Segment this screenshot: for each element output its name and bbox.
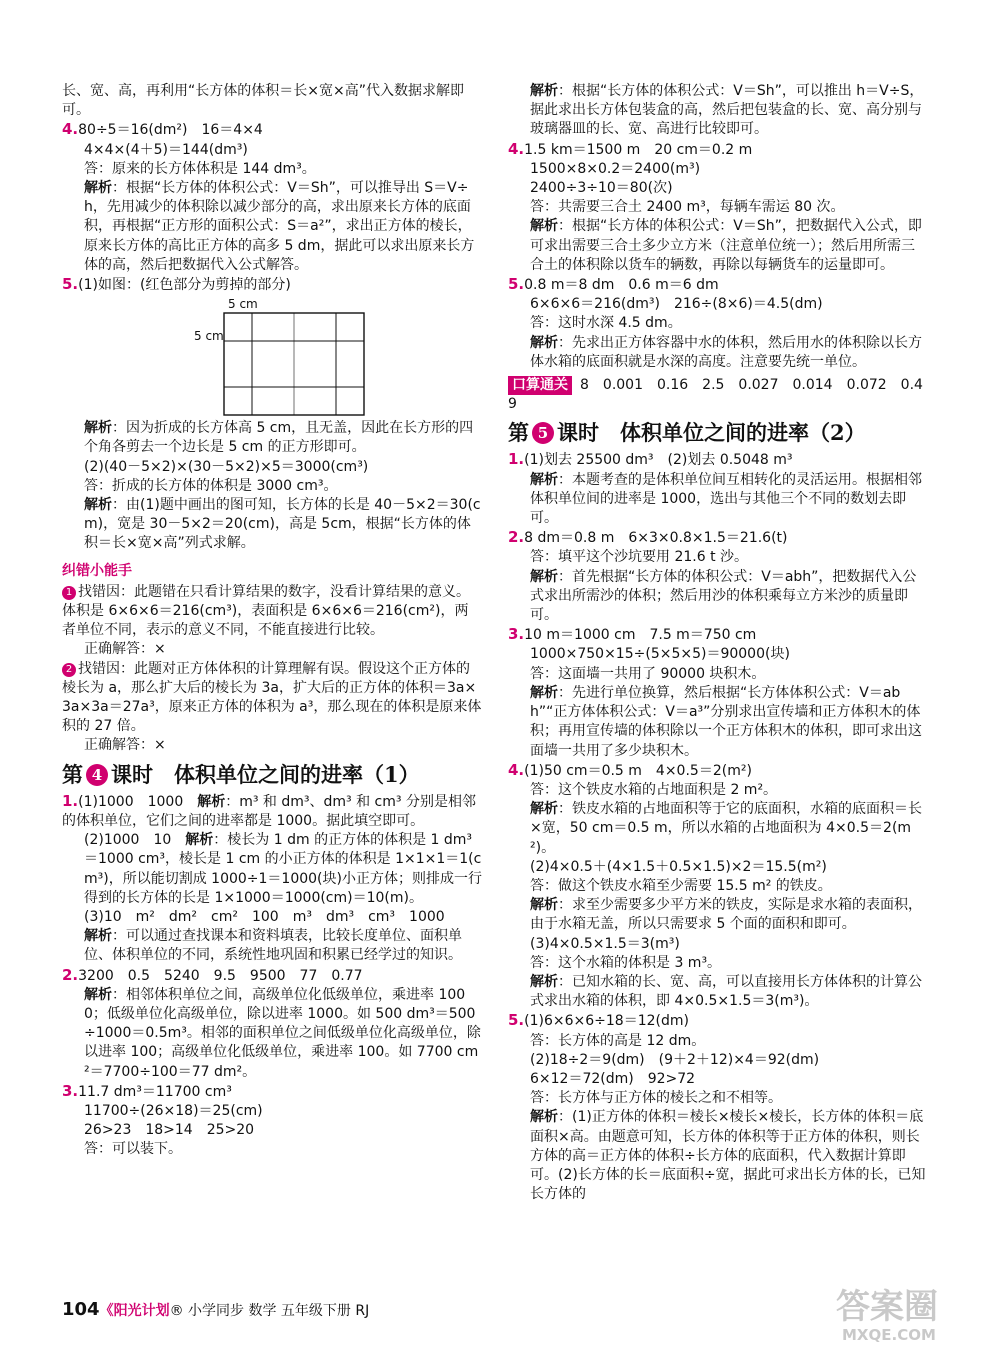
cut-grid-figure [62, 295, 482, 417]
analysis [508, 973, 928, 1011]
text-line: 答：长方体的高是 12 dm。 [530, 1032, 706, 1049]
text-line: (1)如图：(红色部分为剪掉的部分) [78, 277, 291, 294]
analysis-label: 解析 [84, 986, 112, 1003]
text-line: 答：这面墙一共用了 90000 块积木。 [530, 665, 766, 682]
question-number: 3. [62, 1081, 79, 1100]
lesson-title-text: 课时 体积单位之间的进率（1） [111, 761, 420, 787]
question-number: 1. [62, 791, 79, 810]
text-line: 0.8 m＝8 dm 0.6 m＝6 dm [524, 277, 719, 294]
bullet-number: 2 [62, 663, 76, 677]
analysis [62, 179, 482, 275]
lesson-title-text: 课时 体积单位之间的进率（2） [557, 420, 866, 446]
text-line: (1)划去 25500 dm³ (2)划去 0.5048 m³ [524, 452, 793, 469]
analysis [62, 419, 482, 457]
figure-label-left: 5 cm [194, 329, 224, 344]
analysis-text: ：因为折成的长方体高 5 cm，且无盖，因此在长方形的四个角各剪去一个边长是 5 cm 的正方形即可。 [84, 420, 474, 456]
text-line: 80÷5＝16(dm²) 16＝4×4 [78, 122, 263, 139]
question-number: 2. [508, 528, 525, 547]
analysis-text: ：首先根据“长方体的体积公式：V＝abh”，把数据代入公式求出所需沙的体积；然后用沙的体积乘每立方米沙的质量即可。 [530, 568, 917, 624]
question-number: 5. [508, 275, 525, 294]
analysis-label: 解析 [530, 471, 558, 488]
analysis-text: ：先进行单位换算，然后根据“长方体体积公式：V＝abh”“正方体体积公式：V＝a³”分别求出宣传墙和正方体积木的体积；再用宣传墙的体积除以一个正方体积木的体积，即可求出这面墙一共用了多少块积木。 [530, 684, 922, 759]
text-line: (1)6×6×6÷18＝12(dm) [524, 1013, 689, 1030]
analysis-label: 解析 [530, 801, 558, 818]
analysis-label: 解析 [84, 497, 112, 514]
text-line: (3)10 m² dm² cm² 100 m³ dm³ cm³ 1000 [84, 908, 445, 925]
analysis-text: ：先求出正方体容器中水的体积，然后用水的体积除以长方体水箱的底面积就是水深的高度。注意要先统一单位。 [530, 334, 922, 370]
analysis [508, 217, 928, 275]
answer-2 [508, 528, 928, 548]
analysis [62, 986, 482, 1082]
analysis [508, 568, 928, 626]
text-line: (2)(40－5×2)×(30－5×2)×5＝3000(cm³) [84, 458, 369, 475]
text-line: 4×4×(4＋5)＝144(dm³) [84, 141, 248, 158]
lesson-number: 5 [532, 422, 554, 444]
analysis [62, 927, 482, 965]
question-number: 4. [62, 120, 79, 139]
analysis-text: ：由(1)题中画出的图可知，长方体的长是 40－5×2＝30(cm)，宽是 30－5×2＝20(cm)，高是 5cm，根据“长方体的体积＝长×宽×高”列式求解。 [84, 497, 481, 552]
analysis-label: 解析 [530, 973, 558, 990]
analysis-text: ：相邻体积单位之间，高级单位化低级单位，乘进率 1000；低级单位化高级单位，除以进率 1000。如 500 dm³＝500÷1000＝0.5m³。相邻的面积单位之间低级单位化高级单位，除以进率 100；高级单位化低级单位，乘进率 100。如 7700 cm²＝7700÷100＝77 dm²。 [84, 986, 481, 1080]
mental-math-row [508, 376, 928, 414]
brand-name: 阳光计划 [113, 1303, 170, 1319]
analysis [508, 1108, 928, 1204]
analysis-text: ：求至少需要多少平方米的铁皮，实际是求水箱的表面积，由于水箱无盖，所以只需要求 5 个面的面积和即可。 [530, 897, 922, 933]
text-line: 2400÷3÷10＝80(次) [530, 180, 673, 197]
text-line: 11.7 dm³＝11700 cm³ [78, 1083, 232, 1100]
answer-3 [62, 1082, 482, 1102]
analysis [508, 82, 928, 140]
analysis-text: ：根据“长方体的体积公式：V＝Sh”，把数据代入公式，即可求出需要三合土多少立方米（注意单位统一）；然后用所需三合土的体积除以货车的辆数，再除以每辆货车的运量即可。 [530, 218, 922, 273]
error-1 [62, 583, 482, 641]
registered-mark: ® [169, 1303, 184, 1319]
answer-3 [508, 625, 928, 645]
analysis-label: 解析 [84, 180, 112, 197]
text-line: (1)1000 1000 [78, 793, 198, 810]
analysis-text: ：铁皮水箱的占地面积等于它的底面积，水箱的底面积＝长×宽，50 cm＝0.5 m，所以水箱的占地面积为 4×0.5＝2(m²)。 [530, 801, 922, 856]
lesson-5-title [508, 418, 928, 448]
analysis-text: ：已知水箱的长、宽、高，可以直接用长方体体积的计算公式求出水箱的体积，即 4×0.5×1.5＝3(m³)。 [530, 973, 922, 1010]
analysis-label: 解析 [84, 928, 112, 945]
analysis-text: ：可以通过查找课本和资料填表，比较长度单位、面积单位、体积单位的不同，系统性地巩固和积累已经学过的知识。 [84, 928, 462, 964]
analysis-label: 解析 [84, 420, 112, 437]
text-line: 8 dm＝0.8 m 6×3×0.8×1.5＝21.6(t) [524, 530, 788, 547]
text-line: 3200 0.5 5240 9.5 9500 77 0.77 [78, 967, 363, 984]
text-line: (2)18÷2＝9(dm) (9＋2＋12)×4＝92(dm) [530, 1051, 820, 1068]
answer-4 [508, 140, 928, 160]
text-line: 答：做这个铁皮水箱至少需要 15.5 m² 的铁皮。 [530, 877, 832, 894]
text-line: 答：填平这个沙坑要用 21.6 t 沙。 [530, 549, 749, 566]
text-line: 答：这个铁皮水箱的占地面积是 2 m²。 [530, 781, 778, 798]
text-line: (1)50 cm＝0.5 m 4×0.5＝2(m²) [524, 762, 752, 779]
analysis-text: ：(1)正方体的体积＝棱长×棱长×棱长，长方体的体积＝底面积×高。由题意可知，长方体的体积等于正方体的体积，则长方体的高＝正方体的体积÷长方体的底面积，代入数据计算即可。(2)长方体的长＝底面积÷宽，据此可求出长方体的长，已知长方体的 [530, 1109, 926, 1203]
analysis-text: ：根据“长方体的体积公式：V＝Sh”，可以推出 h＝V÷S，据此求出长方体包装盒的高，然后把包装盒的长、宽、高分别与玻璃器皿的长、宽、高进行比较即可。 [530, 83, 924, 138]
text-line: 长、宽、高，再利用“长方体的体积＝长×宽×高”代入数据求解即可。 [62, 83, 464, 119]
lesson-prefix: 第 [508, 420, 529, 446]
text-line: 答：原来的长方体体积是 144 dm³。 [84, 160, 316, 177]
right-column [508, 82, 928, 1204]
analysis-text: ：m³ 和 dm³、dm³ 和 cm³ 分别是相邻的体积单位，它们之间的进率都是 1000。据此填空即可。 [62, 793, 476, 829]
lesson-number: 4 [86, 764, 108, 786]
page-number: 104 [62, 1299, 100, 1320]
text-line: (2)4×0.5＋(4×1.5＋0.5×1.5)×2＝15.5(m²) [530, 858, 827, 875]
text-line: 10 m＝1000 cm 7.5 m＝750 cm [524, 627, 757, 644]
text-line: 26>23 18>14 25>20 [84, 1122, 255, 1139]
question-number: 4. [508, 760, 525, 779]
analysis [508, 471, 928, 529]
text-line: 1.5 km＝1500 m 20 cm＝0.2 m [524, 141, 753, 158]
figure-label-top: 5 cm [228, 297, 258, 312]
analysis-label: 解析 [530, 568, 558, 585]
book-info: 小学同步 数学 五年级下册 RJ [183, 1303, 370, 1319]
answer-4 [62, 120, 482, 140]
analysis-label: 解析 [530, 684, 558, 701]
watermark-url: MXQE.COM [842, 1326, 936, 1344]
answer-5 [62, 275, 482, 295]
error-2 [62, 660, 482, 737]
analysis-label: 解析 [530, 1109, 558, 1126]
page-footer [62, 1300, 369, 1321]
question-number: 5. [62, 275, 79, 294]
analysis-label: 解析 [530, 218, 558, 235]
grid-svg [62, 295, 482, 417]
text-line: 6×12＝72(dm) 92>72 [530, 1070, 696, 1087]
lesson-prefix: 第 [62, 761, 83, 787]
error-text: 找错因：此题对正方体体积的计算理解有误。假设这个正方体的棱长为 a，那么扩大后的棱长为 3a，扩大后的正方体的体积＝3a×3a×3a＝27a³，原来正方体的体积为 a³，那么现在的体积是原来体积的 27 倍。 [62, 660, 482, 735]
mental-math-label: 口算通关 [508, 376, 572, 395]
lesson-4-title [62, 760, 482, 790]
analysis-label: 解析 [530, 83, 558, 99]
text-line: 11700÷(26×18)＝25(cm) [84, 1102, 263, 1119]
text-line [62, 831, 482, 908]
analysis [508, 684, 928, 761]
text-line: 答：可以装下。 [84, 1141, 182, 1158]
analysis-label: 解析 [185, 832, 214, 849]
analysis [508, 334, 928, 372]
text-line: 正确解答：× [84, 737, 166, 754]
answer-2 [62, 966, 482, 986]
answer-1 [508, 450, 928, 470]
analysis-text: ：本题考查的是体积单位间互相转化的灵活运用。根据相邻体积单位间的进率是 1000，选出与其他三个不同的数划去即可。 [530, 471, 922, 527]
left-column [62, 82, 482, 1160]
analysis-text: ：根据“长方体的体积公式：V＝Sh”，可以推导出 S＝V÷h，先用减少的体积除以减少部分的高，求出原来长方体的底面积，再根据“正方形的面积公式：S＝a²”，求出正方体的棱长，原来长方体的高比正方体的高多 5 dm，据此可以求出原来长方体的高，然后把数据代入公式解答。 [84, 180, 475, 273]
text-line: 答：折成的长方体的体积是 3000 cm³。 [84, 477, 338, 494]
question-number: 5. [508, 1011, 525, 1030]
analysis [508, 896, 928, 934]
brand-arrows: 《 [99, 1303, 114, 1319]
error-text: 找错因：此题错在只看计算结果的数字，没看计算结果的意义。体积是 6×6×6＝216(cm³)，表面积是 6×6×6＝216(cm²)，两者单位不同，表示的意义不同，不能直接进行比较。 [62, 583, 470, 639]
text-line: 答：长方体与正方体的棱长之和不相等。 [530, 1090, 782, 1107]
watermark-logo: 答案圈 [836, 1287, 938, 1327]
text-line: 答：共需要三合土 2400 m³，每辆车需运 80 次。 [530, 199, 845, 216]
text-line: 1500×8×0.2＝2400(m³) [530, 160, 701, 177]
answer-1 [62, 792, 482, 831]
answer-5 [508, 275, 928, 295]
analysis-label: 解析 [197, 793, 226, 810]
text-line: (3)4×0.5×1.5＝3(m³) [530, 935, 680, 952]
analysis [62, 496, 482, 554]
question-number: 1. [508, 450, 525, 469]
section-title: 纠错小能手 [62, 562, 132, 579]
analysis-text: ：棱长为 1 dm 的正方体的体积是 1 dm³＝1000 cm³，棱长是 1 cm 的小正方体的体积是 1×1×1＝1(cm³)，所以能切割成 1000÷1＝1000(块)小正方体；则排成一行得到的长方体的长是 1×1000＝1000(cm)＝10(m)。 [84, 832, 482, 906]
answer-4b [508, 761, 928, 781]
question-number: 4. [508, 139, 525, 158]
text-line: 答：这个水箱的体积是 3 m³。 [530, 954, 722, 971]
analysis [508, 800, 928, 858]
text-line: 6×6×6＝216(dm³) 216÷(8×6)＝4.5(dm) [530, 296, 823, 313]
bullet-number: 1 [62, 586, 76, 600]
question-number: 3. [508, 625, 525, 644]
text-line: (2)1000 10 [84, 832, 186, 849]
text-line: 答：这时水深 4.5 dm。 [530, 315, 682, 332]
text-line: 1000×750×15÷(5×5×5)＝90000(块) [530, 646, 790, 663]
analysis-label: 解析 [530, 334, 558, 351]
mental-math-answers: 8 0.001 0.16 2.5 0.027 0.014 0.072 0.49 [508, 377, 923, 413]
text-line: 正确解答：× [84, 641, 166, 658]
question-number: 2. [62, 965, 79, 984]
answer-5b [508, 1011, 928, 1031]
analysis-label: 解析 [530, 897, 558, 914]
